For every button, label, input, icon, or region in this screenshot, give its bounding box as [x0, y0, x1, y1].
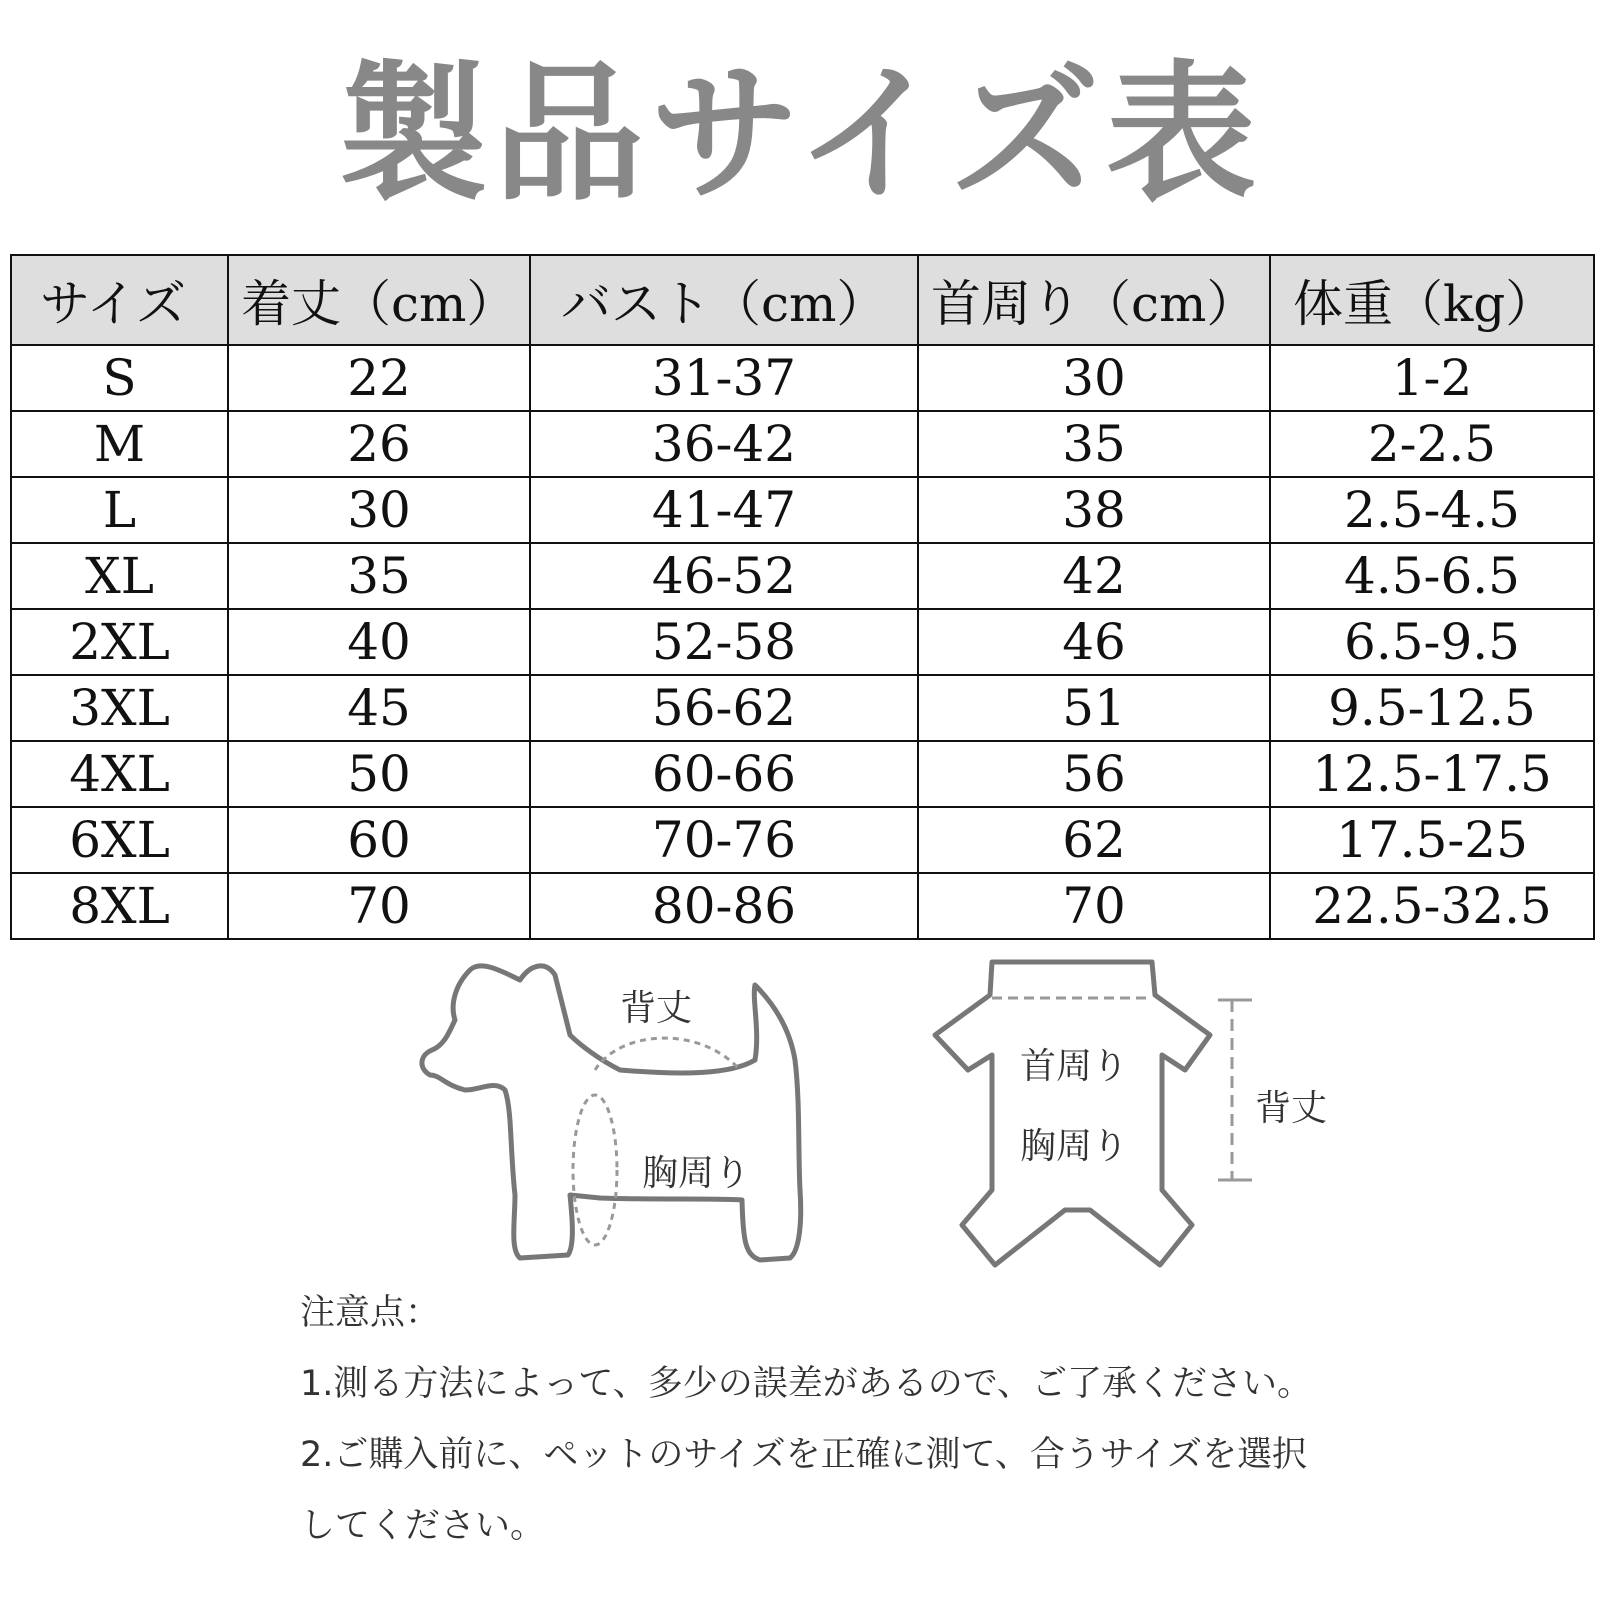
cell-neck: 56	[918, 741, 1270, 807]
cell-length: 60	[228, 807, 530, 873]
cell-weight: 4.5-6.5	[1270, 543, 1594, 609]
cell-neck: 62	[918, 807, 1270, 873]
garment-neck-label: 首周り	[1020, 1046, 1129, 1087]
table-row	[11, 411, 1594, 477]
cell-weight: 2-2.5	[1270, 411, 1594, 477]
cell-bust: 31-37	[530, 345, 918, 411]
cell-length: 22	[228, 345, 530, 411]
cell-neck: 30	[918, 345, 1270, 411]
table-row	[11, 543, 1594, 609]
table-row	[11, 609, 1594, 675]
measurement-figures	[0, 950, 1600, 1280]
cell-length: 45	[228, 675, 530, 741]
cell-size: XL	[11, 543, 228, 609]
header-size: サイズ	[11, 255, 228, 345]
dog-chest-label: 胸周り	[642, 1153, 751, 1194]
cell-neck: 35	[918, 411, 1270, 477]
chest-dashed-ellipse	[573, 1095, 617, 1245]
cell-bust: 36-42	[530, 411, 918, 477]
cell-length: 30	[228, 477, 530, 543]
cell-length: 40	[228, 609, 530, 675]
note-line-2a: 2.ご購入前に、ペットのサイズを正確に測て、合うサイズを選択	[300, 1435, 1308, 1475]
cell-weight: 22.5-32.5	[1270, 873, 1594, 939]
cell-length: 26	[228, 411, 530, 477]
cell-size: 3XL	[11, 675, 228, 741]
back-dashed-arc	[595, 1038, 740, 1070]
cell-neck: 70	[918, 873, 1270, 939]
cell-size: 2XL	[11, 609, 228, 675]
notes-heading: 注意点：	[300, 1293, 441, 1333]
header-length: 着丈（cm）	[228, 255, 530, 345]
cell-bust: 52-58	[530, 609, 918, 675]
cell-size: M	[11, 411, 228, 477]
cell-size: 8XL	[11, 873, 228, 939]
table-header-row	[11, 255, 1594, 345]
garment-chest-label: 胸周り	[1020, 1126, 1129, 1167]
table-row	[11, 807, 1594, 873]
cell-size: 4XL	[11, 741, 228, 807]
cell-weight: 1-2	[1270, 345, 1594, 411]
cell-neck: 38	[918, 477, 1270, 543]
cell-bust: 60-66	[530, 741, 918, 807]
table-row	[11, 477, 1594, 543]
cell-size: S	[11, 345, 228, 411]
garment-outline	[935, 962, 1210, 1265]
table-row	[11, 675, 1594, 741]
cell-neck: 46	[918, 609, 1270, 675]
size-table	[10, 254, 1595, 940]
cell-weight: 12.5-17.5	[1270, 741, 1594, 807]
note-line-2b: してください。	[300, 1506, 546, 1546]
dog-back-length-label: 背丈	[620, 988, 693, 1029]
cell-bust: 80-86	[530, 873, 918, 939]
cell-weight: 17.5-25	[1270, 807, 1594, 873]
cell-neck: 42	[918, 543, 1270, 609]
cell-weight: 9.5-12.5	[1270, 675, 1594, 741]
cell-length: 70	[228, 873, 530, 939]
cell-size: L	[11, 477, 228, 543]
cell-bust: 56-62	[530, 675, 918, 741]
cell-size: 6XL	[11, 807, 228, 873]
page-title: 製品サイズ表	[337, 48, 1262, 222]
cell-length: 50	[228, 741, 530, 807]
cell-bust: 41-47	[530, 477, 918, 543]
header-neck: 首周り（cm）	[918, 255, 1270, 345]
table-row	[11, 345, 1594, 411]
cell-weight: 2.5-4.5	[1270, 477, 1594, 543]
note-line-1: 1.測る方法によって、多少の誤差があるので、ご了承ください。	[300, 1364, 1312, 1404]
notes-section	[300, 1278, 1500, 1562]
cell-bust: 70-76	[530, 807, 918, 873]
header-weight: 体重（kg）	[1270, 255, 1594, 345]
cell-bust: 46-52	[530, 543, 918, 609]
table-row	[11, 873, 1594, 939]
header-bust: バスト（cm）	[530, 255, 918, 345]
cell-length: 35	[228, 543, 530, 609]
cell-weight: 6.5-9.5	[1270, 609, 1594, 675]
cell-neck: 51	[918, 675, 1270, 741]
dog-silhouette-icon	[0, 950, 1600, 1280]
garment-back-length-label: 背丈	[1255, 1088, 1328, 1129]
table-row	[11, 741, 1594, 807]
